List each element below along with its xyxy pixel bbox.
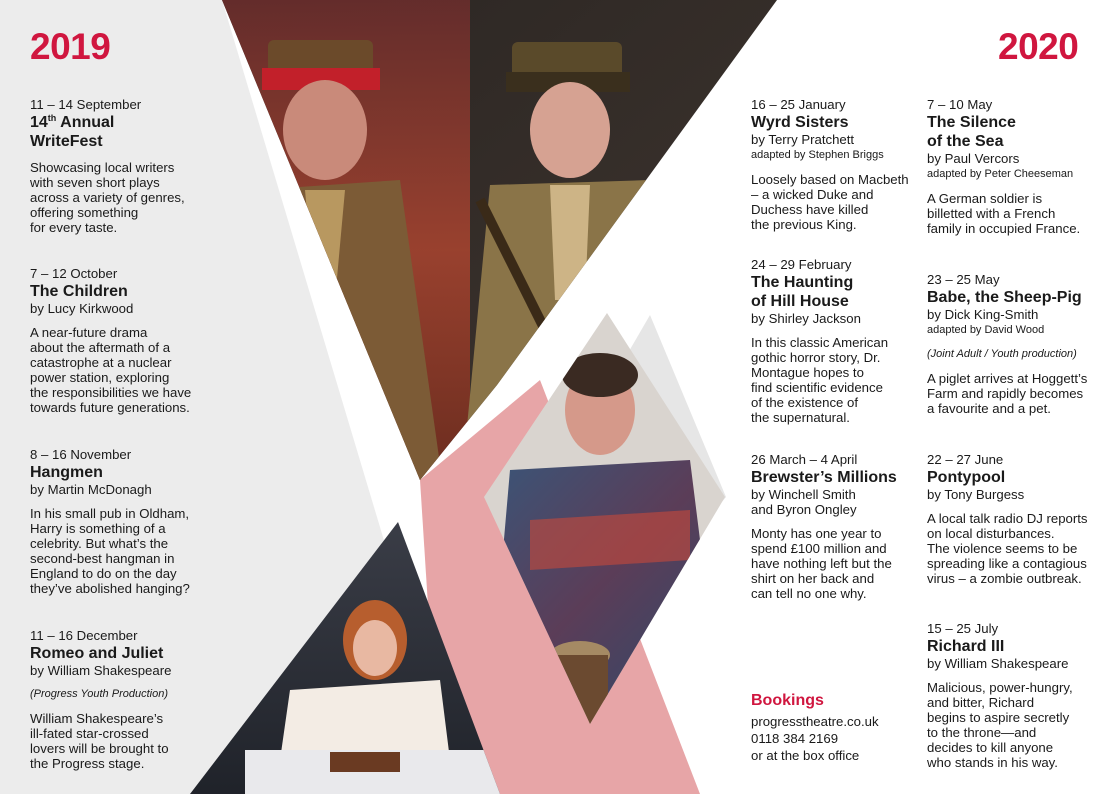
year-2020-heading: 2020 <box>998 26 1079 67</box>
show-blurb: A local talk radio DJ reports on local disturbances. The violence seems to be spreading like a contagious virus – a zombie outbreak. <box>927 511 1088 586</box>
show-author: by William Shakespeare <box>927 656 1069 671</box>
show-blurb: A German soldier is billetted with a French family in occupied France. <box>927 191 1081 236</box>
show-adaptation: adapted by Peter Cheeseman <box>927 168 1074 180</box>
year-2019-heading: 2019 <box>30 26 111 67</box>
show-note: (Joint Adult / Youth production) <box>927 348 1077 360</box>
show-blurb: Monty has one year to spend £100 million and have nothing left but the shirt on her back and can tell no one why. <box>751 526 892 601</box>
show-author: by Terry Pratchett <box>751 132 855 147</box>
show-haunting-of-hill-house <box>751 257 921 425</box>
show-author: by Lucy Kirkwood <box>30 301 134 316</box>
show-title: Babe, the Sheep-Pig <box>927 289 1082 306</box>
show-wyrd-sisters <box>751 97 921 232</box>
show-babe-the-sheep-pig <box>927 272 1112 416</box>
show-title: Richard III <box>927 638 1005 655</box>
show-author: by Martin McDonagh <box>30 482 152 497</box>
show-blurb: A piglet arrives at Hoggett’s Farm and rapidly becomes a favourite and a pet. <box>927 371 1088 416</box>
show-dates: 24 – 29 February <box>751 257 852 272</box>
show-dates: 23 – 25 May <box>927 272 1000 287</box>
show-pontypool <box>927 452 1112 586</box>
show-note: (Progress Youth Production) <box>30 688 168 700</box>
show-author: by William Shakespeare <box>30 663 172 678</box>
show-writefest <box>30 97 220 235</box>
show-dates: 7 – 10 May <box>927 97 993 112</box>
show-adaptation: adapted by Stephen Briggs <box>751 149 884 161</box>
show-dates: 22 – 27 June <box>927 452 1004 467</box>
show-author: by Tony Burgess <box>927 487 1025 502</box>
show-adaptation: adapted by David Wood <box>927 324 1045 336</box>
show-dates: 16 – 25 January <box>751 97 846 112</box>
show-title: 14th Annual WriteFest <box>30 113 115 150</box>
show-the-children <box>30 266 225 415</box>
show-title: Pontypool <box>927 469 1006 486</box>
show-author: by Paul Vercors <box>927 151 1020 166</box>
show-title: Romeo and Juliet <box>30 645 164 662</box>
bookings-heading: Bookings <box>751 692 824 709</box>
show-author: by Winchell Smith and Byron Ongley <box>751 487 857 517</box>
show-blurb: Showcasing local writers with seven short plays across a variety of genres, offering something for every taste. <box>30 160 185 235</box>
show-blurb: William Shakespeare’s ill-fated star-crossed lovers will be brought to the Progress stage. <box>30 711 169 771</box>
show-hangmen <box>30 447 230 596</box>
show-romeo-and-juliet <box>30 628 220 771</box>
show-title: Wyrd Sisters <box>751 114 849 131</box>
bookings-block <box>751 692 879 764</box>
show-dates: 11 – 14 September <box>30 97 142 112</box>
show-dates: 26 March – 4 April <box>751 452 858 467</box>
show-author: by Dick King-Smith <box>927 307 1039 322</box>
show-blurb: In his small pub in Oldham, Harry is something of a celebrity. But what’s the second-best hangman in England to do on the day they’ve abolished hanging? <box>30 506 190 596</box>
show-richard-iii <box>927 621 1112 770</box>
show-title: The Silence of the Sea <box>927 114 1016 150</box>
show-dates: 7 – 12 October <box>30 266 118 281</box>
show-title: Hangmen <box>30 464 103 481</box>
show-author: by Shirley Jackson <box>751 311 861 326</box>
show-title: The Haunting of Hill House <box>751 274 854 310</box>
show-blurb: A near-future drama about the aftermath of a catastrophe at a nuclear power station, exploring the responsibilities we have towards future generations. <box>30 325 192 415</box>
show-blurb: Loosely based on Macbeth – a wicked Duke and Duchess have killed the previous King. <box>751 172 909 232</box>
show-blurb: Malicious, power-hungry, and bitter, Richard begins to aspire secretly to the throne—and decides to kill anyone who stands in his way. <box>927 680 1073 770</box>
show-dates: 11 – 16 December <box>30 628 138 643</box>
show-brewsters-millions <box>751 452 921 601</box>
show-title: The Children <box>30 283 128 300</box>
show-dates: 8 – 16 November <box>30 447 132 462</box>
show-silence-of-the-sea <box>927 97 1107 236</box>
bookings-box-office: or at the box office <box>751 748 860 763</box>
show-blurb: In this classic American gothic horror story, Dr. Montague hopes to find scientific evidence of the existence of the supernatural. <box>751 335 889 425</box>
bookings-phone: 0118 384 2169 <box>751 731 839 746</box>
bookings-website: progresstheatre.co.uk <box>751 714 879 729</box>
show-title: Brewster’s Millions <box>751 469 897 486</box>
show-dates: 15 – 25 July <box>927 621 999 636</box>
